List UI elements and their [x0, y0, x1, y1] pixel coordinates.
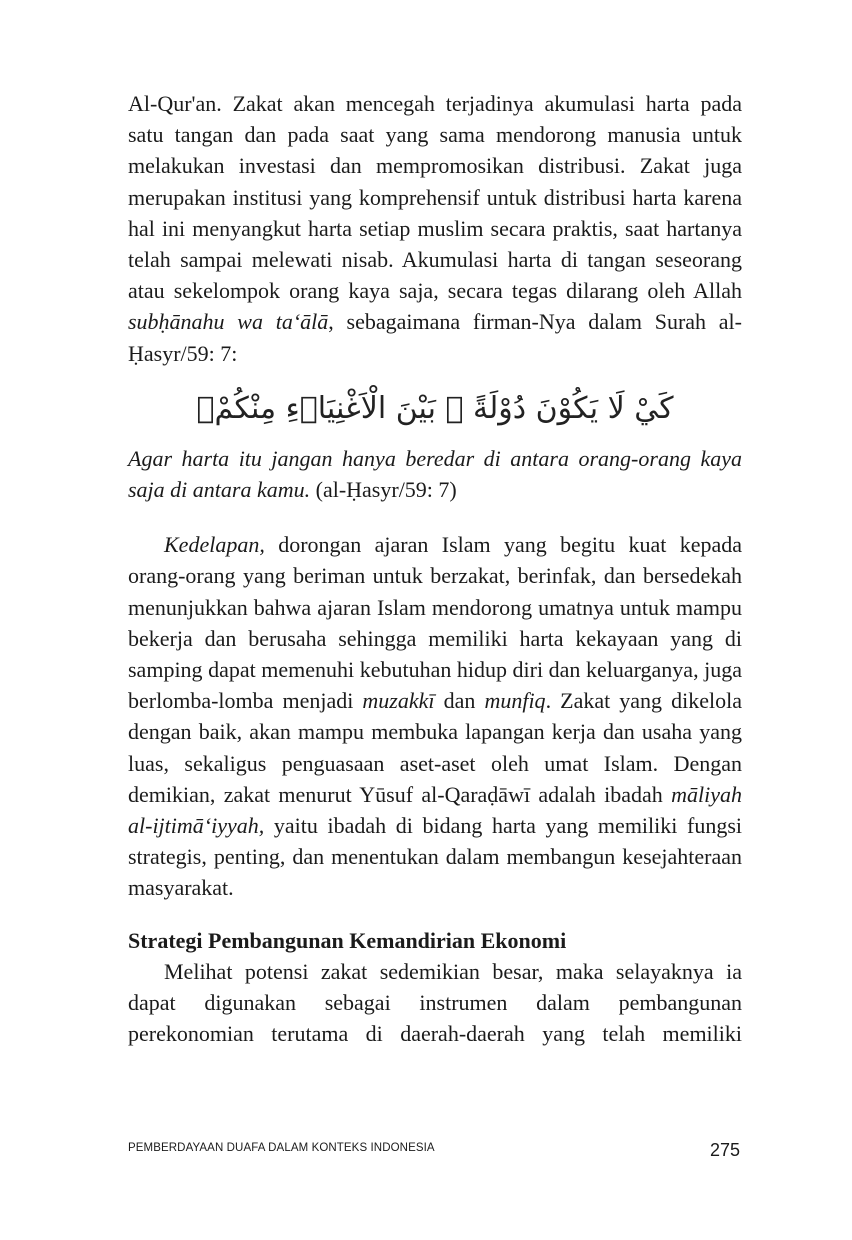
verse-translation: [128, 443, 742, 505]
paragraph2-italic-munfiq: munfiq: [484, 688, 546, 714]
paragraph-kedelapan: [128, 529, 742, 903]
paragraph2-text-3: . Zakat yang dikelola dengan baik, akan mampu membuka lapangan kerja dan usaha yang luas, sekaligus penguasaan aset-aset oleh umat Islam. Dengan demikian, zakat menurut Yūsuf al-Qaraḍāwī adalah ibadah: [128, 688, 743, 807]
paragraph2-text-4: yaitu ibadah di bidang harta yang memiliki fungsi strategis, penting, dan menentukan dalam membangun kesejahteraan masyarakat.: [128, 813, 742, 901]
running-footer-title: PEMBERDAYAAN DUAFA DALAM KONTEKS INDONESIA: [128, 1142, 435, 1154]
paragraph1-text-1: Al-Qur'an. Zakat akan mencegah terjadinya akumulasi harta pada satu tangan dan pada saat yang sama mendorong manusia untuk melakukan investasi dan mempromosikan distribusi. Zakat juga merupakan institusi yang komprehensif untuk distribusi harta karena hal ini menyangkut harta setiap muslim secara praktis, saat hartanya telah sampai melewati nisab. Akumulasi harta di tangan seseorang atau sekelompok orang kaya saja, secara tegas dilarang oleh Allah: [128, 91, 742, 304]
verse-citation: (al-Ḥasyr/59: 7): [310, 477, 457, 503]
paragraph2-text-2: dan: [434, 688, 485, 714]
paragraph-zakat-accumulation: [128, 88, 742, 369]
paragraph-spacer: [128, 505, 742, 529]
verse-translation-text: Agar harta itu jangan hanya beredar di antara orang-orang kaya saja di antara kamu.: [128, 445, 742, 503]
page-body: [128, 88, 742, 1049]
paragraph1-text-2: , sebagaimana firman-Nya dalam Surah al-Ḥasyr/59: 7:: [128, 309, 742, 366]
paragraph2-italic-maliyah: māliyah al-ijtimā‘iyyah,: [128, 781, 742, 839]
quran-verse-arabic: كَيْ لَا يَكُوْنَ دُوْلَةً ۢ بَيْنَ الْاَغْنِيَاۤءِ مِنْكُمْۗ: [196, 390, 674, 426]
paragraph2-lead: Kedelapan,: [164, 532, 265, 558]
page-footer: [128, 1140, 742, 1166]
paragraph1-italic-term: subḥānahu wa ta‘ālā: [128, 309, 329, 335]
page-number: 275: [709, 1140, 740, 1160]
paragraph2-text-1: dorongan ajaran Islam yang begitu kuat kepada orang-orang yang beriman untuk berzakat, berinfak, dan bersedekah menunjukkan bahwa ajaran Islam mendorong umatnya untuk mampu bekerja dan berusaha sehingga memiliki harta kekayaan yang di samping dapat memenuhi kebutuhan hidup diri dan keluarganya, juga berlomba-lomba menjadi: [128, 532, 742, 714]
section-paragraph: Melihat potensi zakat sedemikian besar, maka selayaknya ia dapat digunakan sebagai instrumen dalam pembangunan perekonomian terutama di daerah-daerah yang telah memiliki: [128, 958, 742, 1047]
paragraph2-italic-muzakki: muzakkī: [362, 688, 435, 714]
section-heading: Strategi Pembangunan Kemandirian Ekonomi: [128, 927, 567, 953]
